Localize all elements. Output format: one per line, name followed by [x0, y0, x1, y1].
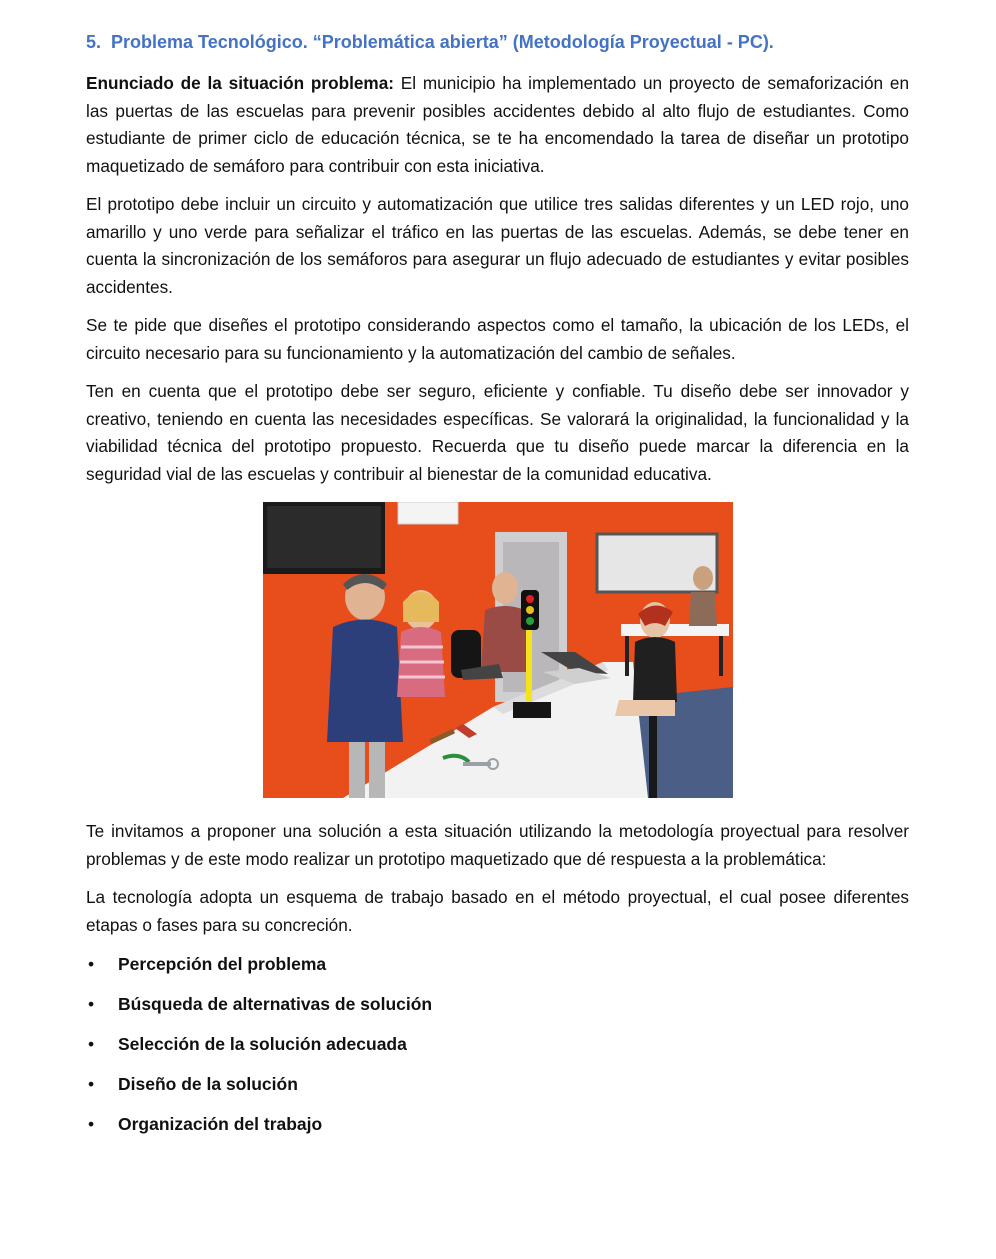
bullet-dot: •	[88, 1114, 95, 1134]
bullet-dot: •	[88, 1034, 95, 1054]
section-heading	[86, 28, 909, 56]
paragraph-design-aspects: Se te pide que diseñes el prototipo considerando aspectos como el tamaño, la ubicación de los LEDs, el circuito necesario para su funcionamiento y la automatización del cambio de señales.	[86, 315, 909, 363]
section-number: 5.	[86, 32, 102, 52]
list-item-label: Diseño de la solución	[118, 1074, 298, 1094]
document-page	[86, 28, 909, 1150]
list-item-label: Percepción del problema	[118, 954, 327, 974]
problem-statement-text: El municipio ha implementado un proyecto de semaforización en las puertas de las escuelas para prevenir posibles accidentes debido al alto flujo de estudiantes. Como estudiante de primer ciclo de educación técnica, se te ha encomendado la tarea de diseñar un prototipo maquetizado de semáforo para contribuir con esta iniciativa.	[86, 73, 910, 176]
list-item	[86, 990, 909, 1018]
bullet-dot: •	[88, 994, 95, 1014]
section-title: Problema Tecnológico. “Problemática abierta” (Metodología Proyectual - PC).	[111, 32, 774, 52]
list-item	[86, 1070, 909, 1098]
paragraph-invitation: Te invitamos a proponer una solución a esta situación utilizando la metodología proyectual para resolver problemas y de este modo realizar un prototipo maquetizado que dé respuesta a la problemática:	[86, 821, 909, 869]
problem-statement-label: Enunciado de la situación problema:	[86, 73, 394, 93]
bullet-dot: •	[88, 1074, 95, 1094]
methodology-stages-list	[86, 950, 909, 1138]
classroom-illustration	[263, 502, 733, 798]
classroom-scene	[263, 502, 733, 798]
bullet-dot: •	[88, 954, 95, 974]
paragraph-evaluation: Ten en cuenta que el prototipo debe ser seguro, eficiente y confiable. Tu diseño debe ser innovador y creativo, teniendo en cuenta las necesidades específicas. Se valorará la originalidad, la funcionalidad y la viabilidad técnica del prototipo propuesto. Recuerda que tu diseño puede marcar la diferencia en la seguridad vial de las escuelas y contribuir al bienestar de la comunidad educativa.	[86, 381, 909, 484]
list-item	[86, 1110, 909, 1138]
list-item-label: Búsqueda de alternativas de solución	[118, 994, 433, 1014]
paragraph-methodology: La tecnología adopta un esquema de trabajo basado en el método proyectual, el cual posee diferentes etapas o fases para su concreción.	[86, 887, 909, 935]
list-item-label: Organización del trabajo	[118, 1114, 323, 1134]
list-item-label: Selección de la solución adecuada	[118, 1034, 407, 1054]
list-item	[86, 1030, 909, 1058]
paragraph-prototype-requirements: El prototipo debe incluir un circuito y automatización que utilice tres salidas diferentes y un LED rojo, uno amarillo y uno verde para señalizar el tráfico en las puertas de las escuelas. Además, se debe tener en cuenta la sincronización de los semáforos para asegurar un flujo adecuado de estudiantes y evitar posibles accidentes.	[86, 194, 909, 297]
paragraph-problem-statement	[86, 70, 909, 180]
list-item	[86, 950, 909, 978]
